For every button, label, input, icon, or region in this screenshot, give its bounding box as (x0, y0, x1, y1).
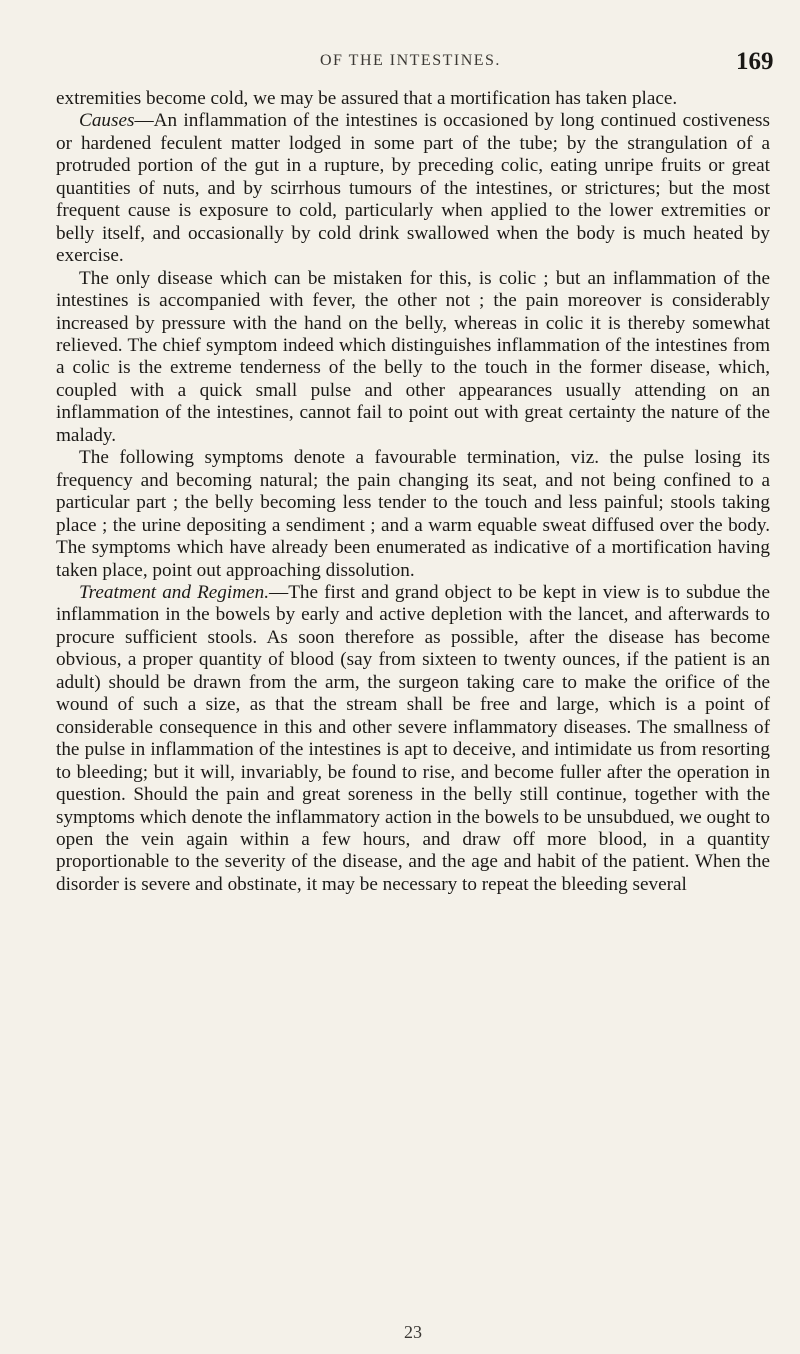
running-head (0, 48, 800, 82)
running-title: OF THE INTESTINES. (320, 52, 501, 69)
paragraph-continued: extremities become cold, we may be assured that a mortification has taken place. (56, 88, 678, 109)
treatment-text: —The first and grand object to be kept in view is to subdue the inflammation in the bowels by early and active depletion with the lancet, and afterwards to procure sufficient stools. As soon therefore as possible, after the disease has become obvious, a proper quantity of blood (say from sixteen to twenty ounces, if the patient is an adult) should be drawn from the arm, the surgeon taking care to make the orifice of the wound of such a size, as that the stream shall be free and large, which is a point of considerable consequence in this and other severe inflammatory diseases. The smallness of the pulse in inflammation of the intestines is apt to deceive, and intimidate us from resorting to bleeding; but it will, invariably, be found to rise, and become fuller after the operation in question. Should the pain and great soreness in the belly still continue, together with the symptoms which denote the inflammatory action in the bowels to be unsubdued, we ought to open the vein again within a few hours, and draw off more blood, in a quantity proportionable to the severity of the disease, and the age and habit of the patient. When the disorder is severe and obstinate, it may be necessary to repeat the bleeding several (56, 581, 771, 895)
causes-heading: Causes (79, 110, 135, 132)
treatment-heading: Treatment and Regimen. (79, 581, 269, 603)
paragraph-causes (56, 110, 770, 267)
page-number: 169 (736, 48, 774, 75)
causes-text: —An inflammation of the intestines is occasioned by long continued costiveness or hardened feculent matter lodged in some part of the tube; by the strangulation of a protruded portion of the gut in a rupture, by preceding colic, eating unripe fruits or great quantities of nuts, and by scirrhous tumours of the intestines, or strictures; but the most frequent cause is exposure to cold, particularly when applied to the lower extremities or belly itself, and occasionally by cold drink swallowed when the body is much heated by exercise. (56, 110, 770, 267)
body-text (56, 88, 770, 896)
signature-mark: 23 (404, 1322, 422, 1342)
paragraph-prognosis: The following symptoms denote a favourable termination, viz. the pulse losing its frequency and becoming natural; the pain changing its seat, and not being confined to a particular part ; the belly becoming less tender to the touch and less painful; stools taking place ; the urine depositing a sendiment ; and a warm equable sweat diffused over the body. The symptoms which have already been enumerated as indicative of a mortification having taken place, point out approaching dissolution. (56, 447, 770, 581)
paragraph-diagnosis: The only disease which can be mistaken for this, is colic ; but an inflammation of the intestines is accompanied with fever, the other not ; the pain moreover is considerably increased by pressure with the hand on the belly, whereas in colic it is thereby somewhat relieved. The chief symptom indeed which distinguishes inflammation of the intestines from a colic is the extreme tenderness of the belly to the touch in the former disease, which, coupled with a quick small pulse and other appearances usually attending on an inflammation of the intestines, cannot fail to point out with great certainty the nature of the malady. (56, 267, 770, 446)
paragraph-treatment (56, 582, 770, 896)
